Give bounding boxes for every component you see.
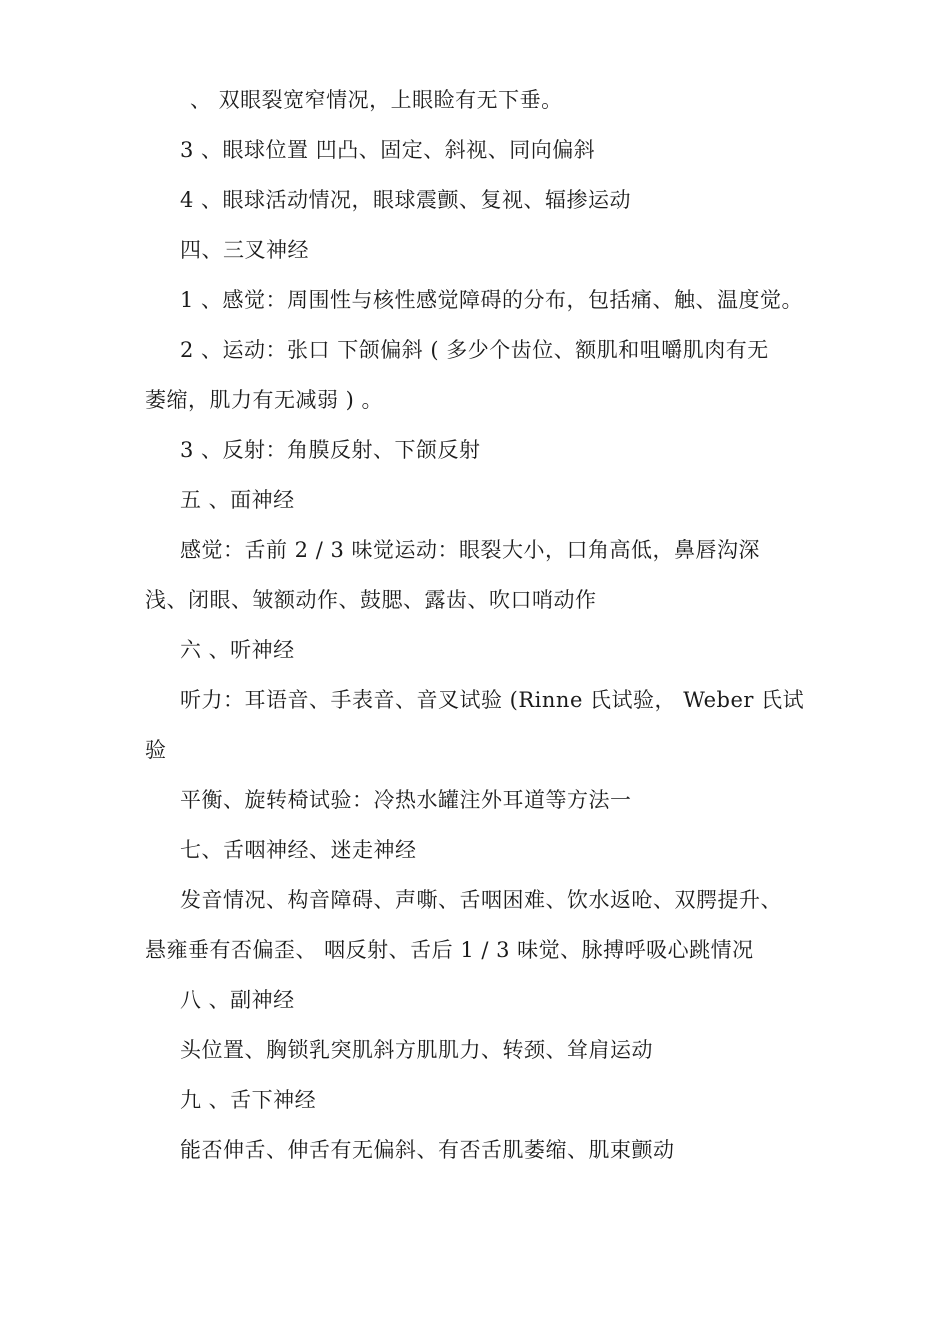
text-line-tongue: 能否伸舌、伸舌有无偏斜、有否舌肌萎缩、肌束颤动	[180, 1138, 675, 1162]
text-line-reflex: 3 、反射：角膜反射、下颌反射	[180, 438, 481, 462]
heading-hypoglossal-nerve: 九 、舌下神经	[180, 1088, 317, 1112]
text-line-eye-movement: 4 、眼球活动情况，眼球震颤、复视、辐掺运动	[180, 188, 632, 212]
text-line-facial-cont: 浅、闭眼、皱额动作、鼓腮、露齿、吹口哨动作	[145, 588, 597, 612]
text-line-eye-position: 3 、眼球位置 凹凸、固定、斜视、同向偏斜	[180, 138, 596, 162]
text-line-sensation: 1 、感觉：周围性与核性感觉障碍的分布，包括痛、触、温度觉。	[180, 288, 804, 312]
heading-auditory-nerve: 六 、听神经	[180, 638, 295, 662]
heading-glossopharyngeal-vagus: 七、舌咽神经、迷走神经	[180, 838, 417, 862]
text-line-balance: 平衡、旋转椅试验：冷热水罐注外耳道等方法一	[180, 788, 632, 812]
text-line-motor: 2 、运动：张口 下颌偏斜 ( 多少个齿位、额肌和咀嚼肌肉有无	[180, 338, 769, 362]
heading-trigeminal-nerve: 四、三叉神经	[180, 238, 309, 262]
text-line-phonation: 发音情况、构音障碍、声嘶、舌咽困难、饮水返呛、双腭提升、	[180, 888, 782, 912]
heading-facial-nerve: 五 、面神经	[180, 488, 295, 512]
text-line-hearing: 听力：耳语音、手表音、音叉试验 (Rinne 氏试验， Weber 氏试	[180, 688, 805, 712]
text-line-eyelid: 、 双眼裂宽窄情况，上眼睑有无下垂。	[190, 88, 563, 112]
text-line-facial-sensation: 感觉：舌前 2 / 3 味觉运动：眼裂大小，口角高低，鼻唇沟深	[180, 538, 760, 562]
text-line-head-position: 头位置、胸锁乳突肌斜方肌肌力、转颈、耸肩运动	[180, 1038, 653, 1062]
text-line-motor-cont: 萎缩，肌力有无减弱 ) 。	[145, 388, 384, 412]
text-line-hearing-cont: 验	[145, 738, 167, 762]
heading-accessory-nerve: 八 、副神经	[180, 988, 295, 1012]
text-line-phonation-cont: 悬雍垂有否偏歪、 咽反射、舌后 1 / 3 味觉、脉搏呼吸心跳情况	[145, 938, 754, 962]
